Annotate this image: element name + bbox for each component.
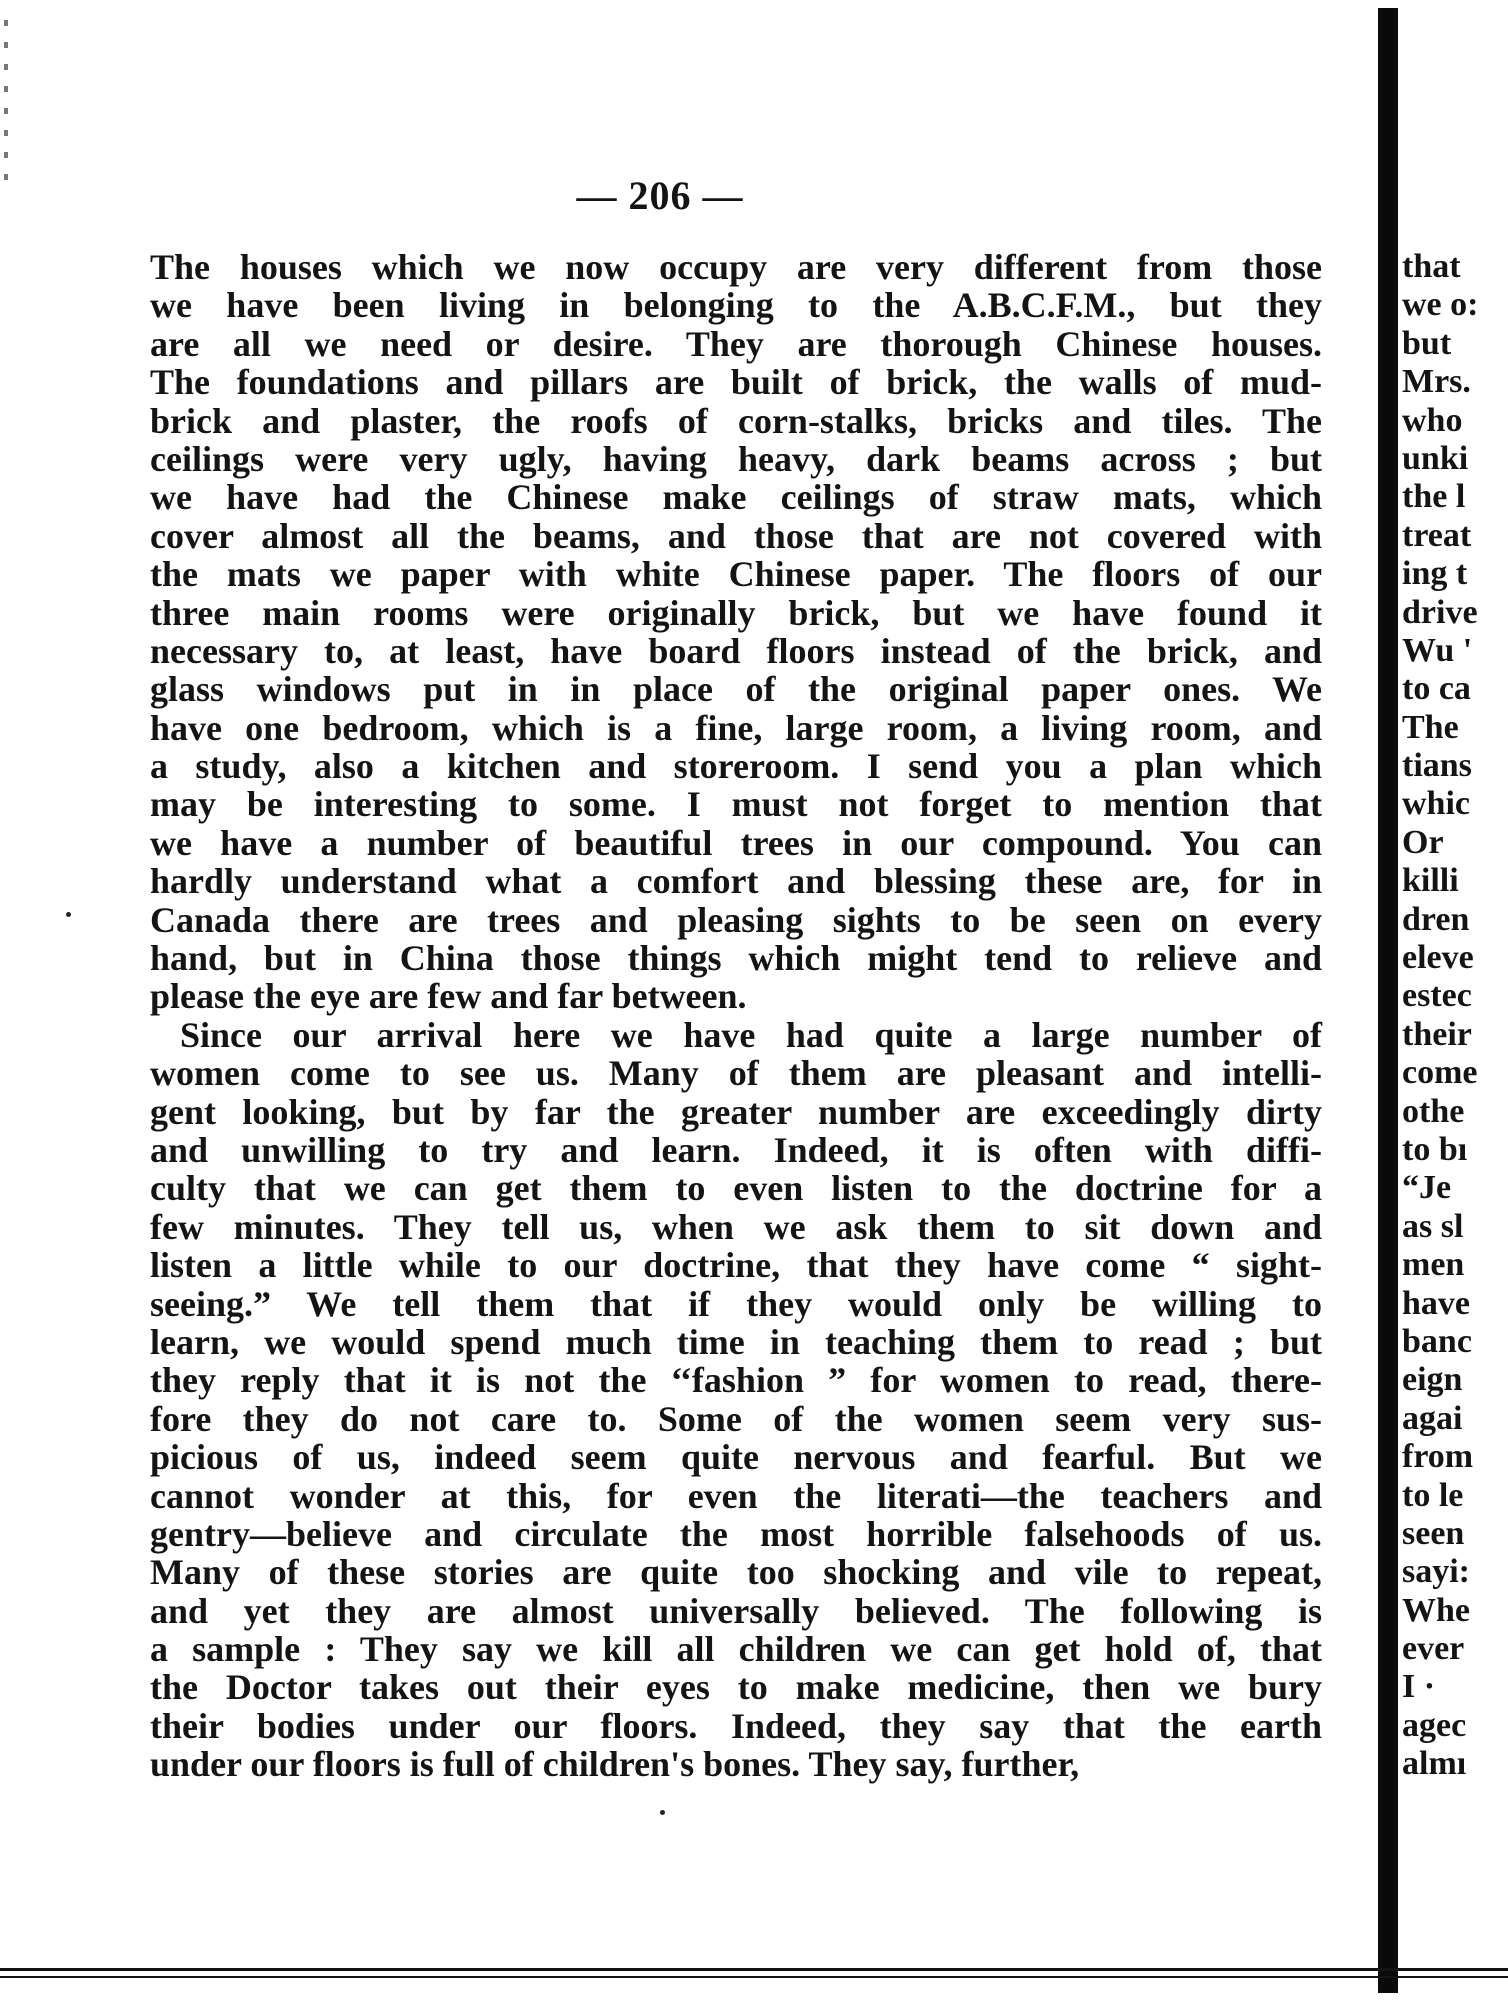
facing-page-fragment: almı: [1402, 1745, 1467, 1783]
text-line: we have had the Chinese make ceilings of straw mats, which: [150, 477, 1322, 518]
facing-page-fragment: Or: [1402, 823, 1444, 861]
facing-page-fragment: drive: [1402, 593, 1478, 631]
scan-edge-specks: [4, 20, 8, 190]
text-line: hardly understand what a comfort and blessing these are, for in: [150, 861, 1322, 902]
text-line: a sample : They say we kill all children we can get hold of, that: [150, 1629, 1322, 1670]
facing-page-fragment: who: [1402, 401, 1463, 439]
facing-page-fragment: banc: [1402, 1322, 1472, 1360]
facing-page-fragment: I ·: [1402, 1668, 1436, 1706]
text-line: necessary to, at least, have board floors instead of the brick, and: [150, 630, 1322, 671]
facing-page-fragment: unki: [1402, 439, 1469, 477]
facing-page-fragment: eleve: [1402, 939, 1474, 977]
facing-page-fragment: killi: [1402, 862, 1459, 900]
text-line: please the eye are few and far between.: [150, 976, 747, 1017]
page-number: — 206 —: [576, 173, 744, 218]
text-line: hand, but in China those things which might tend to relieve and: [150, 938, 1322, 979]
facing-page-fragment: from: [1402, 1438, 1474, 1476]
facing-page-fragment: men: [1402, 1246, 1465, 1284]
text-line: three main rooms were originally brick, but we have found it: [150, 592, 1322, 633]
text-line: and yet they are almost universally believed. The following is: [150, 1590, 1322, 1631]
facing-page-fragment: sayi:: [1402, 1553, 1470, 1591]
text-line: listen a little while to our doctrine, that they have come “ sight-: [150, 1245, 1322, 1286]
facing-page-fragment: we o:: [1402, 286, 1479, 324]
facing-page-fragment: to le: [1402, 1476, 1464, 1514]
facing-page-fragment: to ca: [1402, 670, 1471, 708]
facing-page-fragment: treat: [1402, 516, 1472, 554]
text-line: a study, also a kitchen and storeroom. I send you a plan which: [150, 746, 1322, 787]
facing-page-fragment: ing t: [1402, 555, 1468, 593]
book-gutter-shadow: [1378, 8, 1398, 1993]
facing-page-fragment: but: [1402, 324, 1452, 362]
text-line: cover almost all the beams, and those that are not covered with: [150, 515, 1322, 556]
facing-page-fragment: The: [1402, 708, 1459, 746]
facing-page-fragment: dren: [1402, 900, 1470, 938]
text-line: have one bedroom, which is a fine, large room, a living room, and: [150, 707, 1322, 748]
facing-page-fragment: estec: [1402, 977, 1472, 1015]
facing-page-fragment: the l: [1402, 478, 1466, 516]
facing-page-fragment: Whe: [1402, 1591, 1470, 1629]
bottom-edge-rule-2: [0, 1976, 1508, 1978]
ink-speck: [660, 1810, 665, 1815]
facing-page-fragment: that: [1402, 248, 1461, 285]
facing-page-fragments: [1402, 248, 1508, 1784]
text-line: seeing.” We tell them that if they would only be willing to: [150, 1283, 1322, 1324]
text-line: picious of us, indeed seem quite nervous and fearful. But we: [150, 1437, 1322, 1478]
facing-page-fragment: Mrs.: [1402, 363, 1471, 401]
text-line: brick and plaster, the roofs of corn-stalks, bricks and tiles. The: [150, 400, 1322, 441]
text-line: glass windows put in in place of the original paper ones. We: [150, 669, 1322, 710]
facing-page-fragment: seen: [1402, 1514, 1465, 1552]
facing-page-fragment: othe: [1402, 1092, 1465, 1130]
bottom-edge-rule: [0, 1968, 1508, 1971]
body-text: [150, 248, 1322, 1784]
text-line: women come to see us. Many of them are pleasant and intelli-: [150, 1053, 1322, 1094]
facing-page-fragment: eign: [1402, 1361, 1463, 1399]
text-line: fore they do not care to. Some of the women seem very sus-: [150, 1398, 1322, 1439]
text-line: The foundations and pillars are built of brick, the walls of mud-: [150, 362, 1322, 403]
facing-page-fragment: come: [1402, 1054, 1478, 1092]
text-line: learn, we would spend much time in teaching them to read ; but: [150, 1321, 1322, 1362]
facing-page-fragment: their: [1402, 1015, 1472, 1053]
text-line: we have been living in belonging to the A.B.C.F.M., but they: [150, 285, 1322, 326]
text-line: Many of these stories are quite too shocking and vile to repeat,: [150, 1552, 1322, 1593]
facing-page-fragment: have: [1402, 1284, 1470, 1322]
text-line: and unwilling to try and learn. Indeed, it is often with diffi-: [150, 1129, 1322, 1170]
text-line: may be interesting to some. I must not forget to mention that: [150, 784, 1322, 825]
text-line: cannot wonder at this, for even the literati—the teachers and: [150, 1475, 1322, 1516]
text-line: are all we need or desire. They are thorough Chinese houses.: [150, 323, 1322, 364]
facing-page-fragment: to bı: [1402, 1130, 1468, 1168]
facing-page-fragment: agec: [1402, 1706, 1467, 1744]
facing-page-fragment: whic: [1402, 785, 1470, 823]
facing-page-fragment: Wu ': [1402, 631, 1473, 669]
facing-page-fragment: “Je: [1402, 1169, 1452, 1207]
ink-speck: [66, 912, 71, 917]
text-line: under our floors is full of children's bones. They say, further,: [150, 1744, 1080, 1785]
facing-page-fragment: tians: [1402, 747, 1472, 785]
text-line: we have a number of beautiful trees in our compound. You can: [150, 822, 1322, 863]
text-line: gent looking, but by far the greater number are exceedingly dirty: [150, 1091, 1322, 1132]
text-line: few minutes. They tell us, when we ask them to sit down and: [150, 1206, 1322, 1247]
text-line: they reply that it is not the ‘‘fashion ” for women to read, there-: [150, 1360, 1322, 1401]
text-line: Since our arrival here we have had quite a large number of: [180, 1014, 1322, 1055]
text-line: gentry—believe and circulate the most horrible falsehoods of us.: [150, 1513, 1322, 1554]
text-line: The houses which we now occupy are very different from those: [150, 247, 1322, 287]
text-line: Canada there are trees and pleasing sights to be seen on every: [150, 899, 1322, 940]
text-line: ceilings were very ugly, having heavy, dark beams across ; but: [150, 438, 1322, 479]
facing-page-fragment: as sl: [1402, 1207, 1464, 1245]
text-line: culty that we can get them to even listen to the doctrine for a: [150, 1168, 1322, 1209]
text-line: the Doctor takes out their eyes to make medicine, then we bury: [150, 1667, 1322, 1708]
text-line: their bodies under our floors. Indeed, they say that the earth: [150, 1705, 1322, 1746]
facing-page-fragment: ever: [1402, 1630, 1465, 1668]
facing-page-fragment: agai: [1402, 1399, 1463, 1437]
text-line: the mats we paper with white Chinese paper. The floors of our: [150, 554, 1322, 595]
